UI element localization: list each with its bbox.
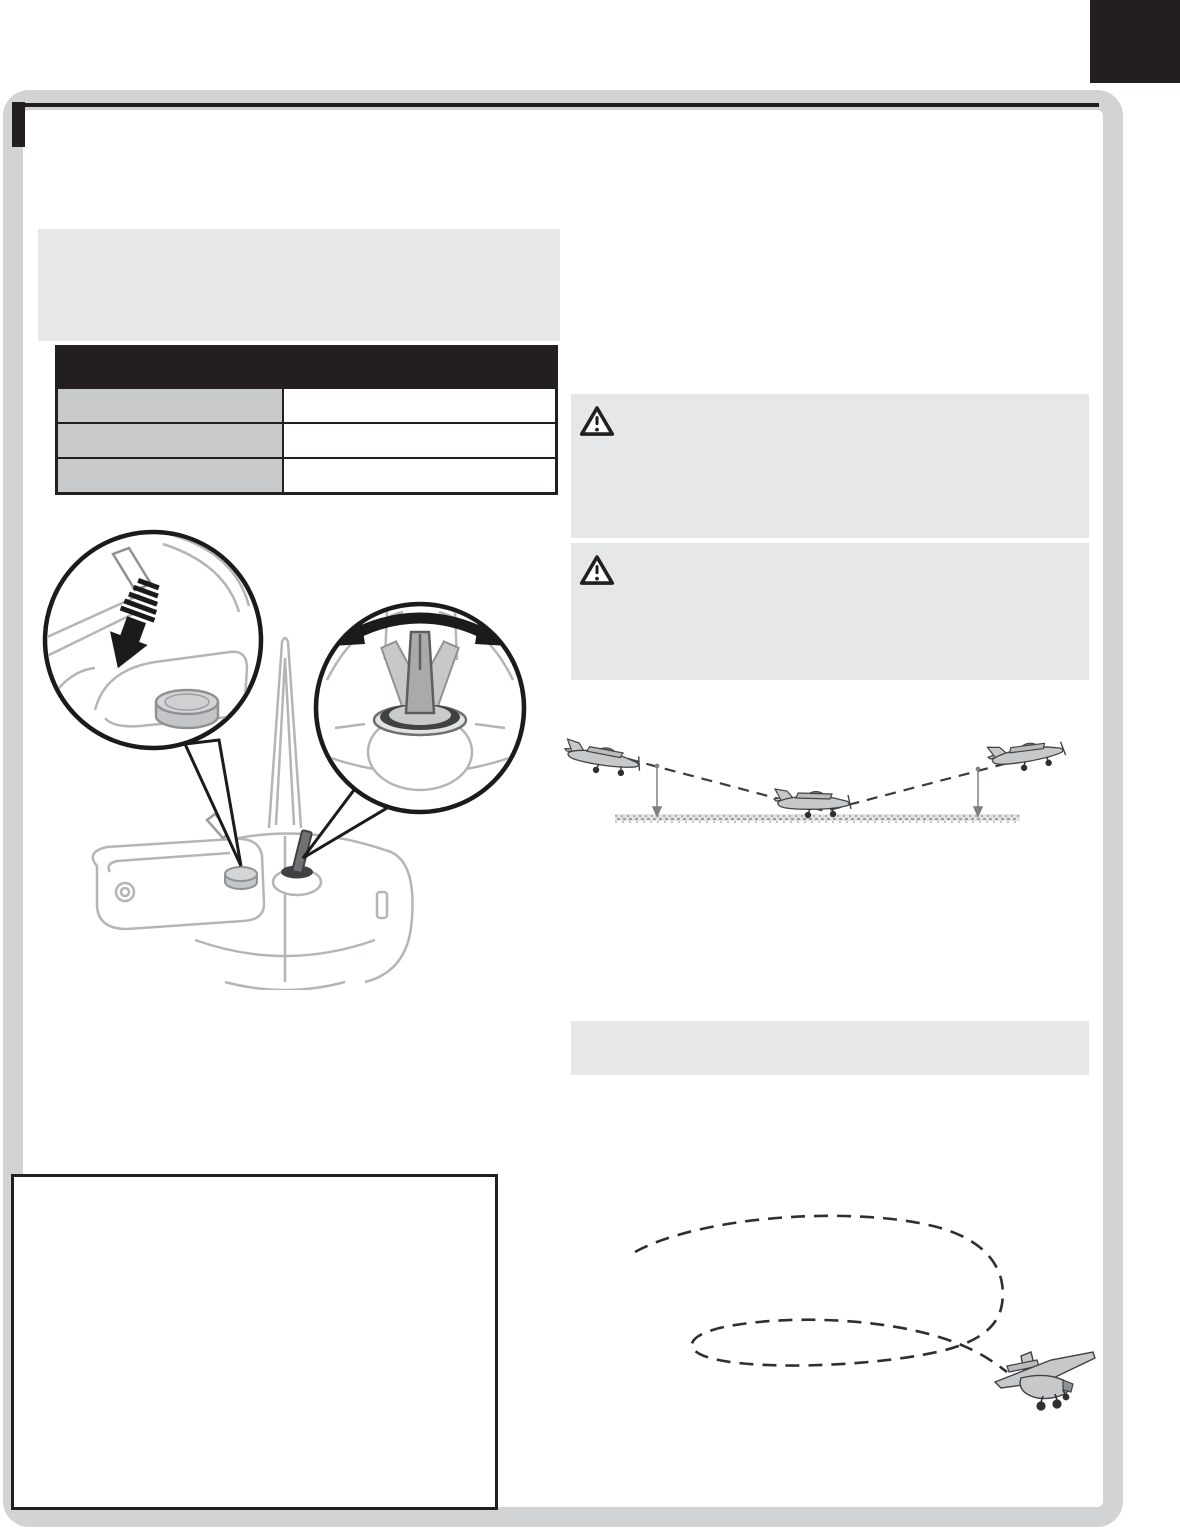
airplane-climbing [986, 735, 1067, 776]
table-row-value [284, 424, 555, 457]
altitude-arrow [653, 764, 661, 816]
flight-pattern-illustration [595, 1200, 1100, 1450]
landing-sequence-illustration [560, 725, 1085, 840]
spec-table-header [58, 348, 555, 387]
flight-path-dashed [635, 1216, 1007, 1372]
bordered-note-box [11, 1174, 498, 1510]
table-row-label [58, 389, 284, 422]
section-header-rule [12, 103, 1099, 107]
warning-box [571, 543, 1089, 680]
table-row [58, 422, 555, 457]
airplane-descending [562, 739, 643, 780]
section-header-tab [12, 102, 25, 147]
transmitter-illustration [35, 520, 535, 990]
rudder-stick [273, 830, 321, 895]
airplane-touchdown [774, 789, 851, 818]
table-row-value [284, 459, 555, 492]
table-row-value [284, 389, 555, 422]
trim-button [225, 867, 257, 889]
warning-text [623, 555, 1079, 672]
table-row-label [58, 424, 284, 457]
section-heading-bar [571, 1021, 1089, 1075]
warning-triangle-icon [579, 554, 615, 587]
intro-note-box [38, 229, 560, 341]
table-row [58, 387, 555, 422]
table-row-label [58, 459, 284, 492]
grass-strip [615, 814, 1020, 822]
section-title [42, 112, 942, 140]
table-row [58, 457, 555, 492]
page-number-box [1090, 0, 1180, 83]
airplane-flying [995, 1352, 1095, 1411]
warning-text [623, 406, 1079, 530]
trim-button-zoomed [156, 690, 218, 728]
spec-table [55, 345, 558, 495]
warning-triangle-icon [579, 405, 615, 438]
altitude-arrow [974, 767, 982, 816]
warning-box [571, 394, 1089, 538]
